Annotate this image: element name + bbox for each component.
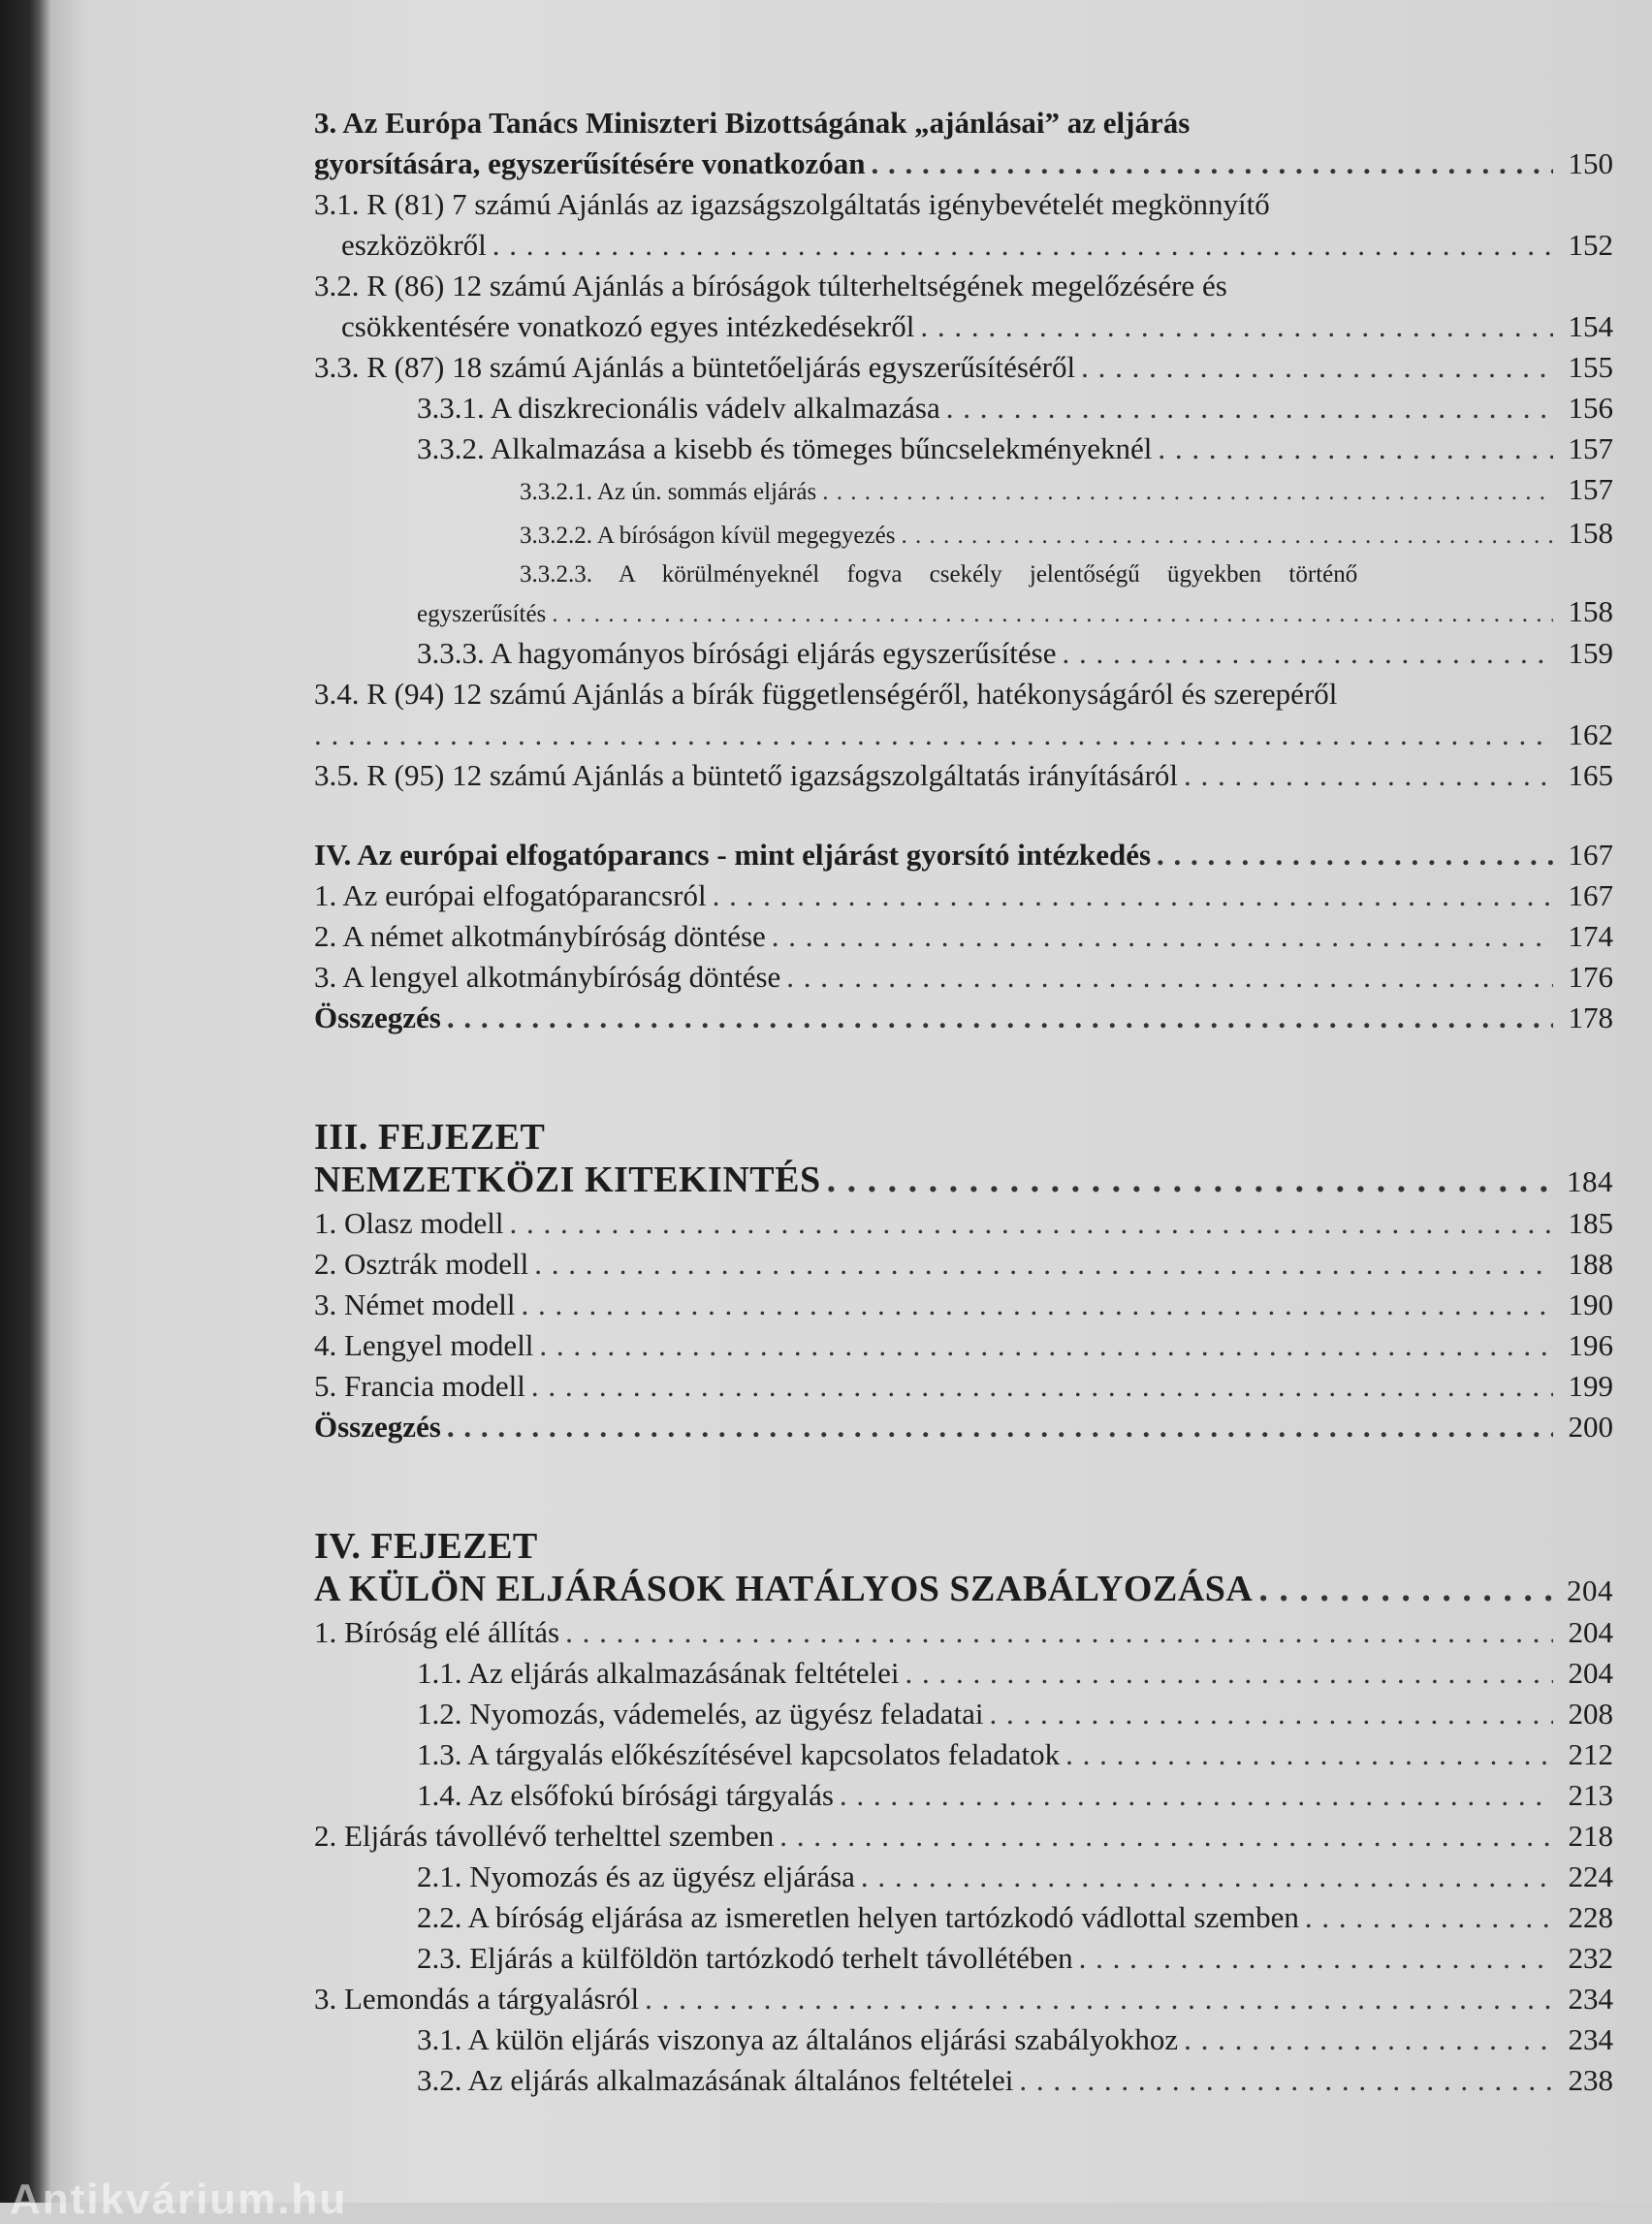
page-number: 178 bbox=[1568, 1001, 1613, 1034]
page-number: 162 bbox=[1568, 717, 1613, 751]
leader-dots bbox=[905, 1653, 1553, 1694]
toc-entry bbox=[314, 957, 1613, 998]
leader-dots bbox=[1305, 1897, 1553, 1938]
toc-entry bbox=[314, 1612, 1613, 1653]
toc-entry-label: 3.3.2.2. A bíróságon kívül megegyezés bbox=[520, 523, 896, 549]
toc-entry-label: 3.3.2.1. Az ún. sommás eljárás bbox=[520, 479, 817, 505]
page-number: 238 bbox=[1568, 2063, 1613, 2097]
toc-entry bbox=[314, 1694, 1613, 1734]
toc-entry-label: 3.2. R (86) 12 számú Ajánlás a bíróságok túlterheltségének megelőzésére és bbox=[314, 269, 1227, 302]
page-number: 199 bbox=[1568, 1369, 1613, 1403]
toc-entry-label: 3.2. Az eljárás alkalmazásának általános feltételei bbox=[417, 2063, 1014, 2097]
toc-entry-label: NEMZETKÖZI KITEKINTÉS bbox=[314, 1160, 821, 1200]
toc-entry-label: 3.1. R (81) 7 számú Ajánlás az igazságszolgáltatás igénybevételét megkönnyítő bbox=[314, 187, 1270, 221]
toc-entry-label: 3.3. R (87) 18 számú Ajánlás a büntetőeljárás egyszerűsítéséről bbox=[314, 350, 1076, 384]
book-page bbox=[50, 0, 1652, 2203]
leader-dots bbox=[861, 1857, 1553, 1897]
toc-entry-label: IV. Az európai elfogatóparancs - mint eljárást gyorsító intézkedés bbox=[314, 838, 1152, 872]
toc-entry-label: 2. Eljárás távollévő terhelttel szemben bbox=[314, 1819, 775, 1853]
toc-entry-summary bbox=[314, 1407, 1613, 1447]
toc-entry bbox=[314, 1653, 1613, 1694]
watermark: Antikvárium.hu bbox=[10, 2176, 348, 2223]
toc-entry bbox=[314, 1979, 1613, 2019]
leader-dots bbox=[772, 916, 1553, 957]
page-number: 185 bbox=[1568, 1206, 1613, 1240]
toc-entry-label: 1.4. Az elsőfokú bírósági tárgyalás bbox=[417, 1778, 834, 1812]
toc-entry bbox=[314, 2019, 1613, 2060]
toc-entry bbox=[314, 1366, 1613, 1407]
toc-entry bbox=[314, 2060, 1613, 2101]
toc-entry-label: 4. Lengyel modell bbox=[314, 1328, 534, 1362]
leader-dots bbox=[447, 1407, 1553, 1447]
toc-entry bbox=[314, 1857, 1613, 1897]
page-number: 174 bbox=[1568, 919, 1613, 953]
toc-entry-label: 1.2. Nyomozás, vádemelés, az ügyész feladatai bbox=[417, 1697, 984, 1731]
toc-entry bbox=[314, 1775, 1613, 1816]
toc-entry-label: 2.2. A bíróság eljárása az ismeretlen helyen tartózkodó vádlottal szemben bbox=[417, 1900, 1299, 1934]
page-number: 155 bbox=[1568, 350, 1613, 384]
table-of-contents bbox=[314, 103, 1613, 2101]
leader-dots bbox=[1258, 1568, 1553, 1610]
toc-entry-label: 1. Bíróság elé állítás bbox=[314, 1615, 560, 1649]
leader-dots bbox=[1019, 2060, 1553, 2101]
toc-entry bbox=[314, 1938, 1613, 1979]
page-number: 188 bbox=[1568, 1247, 1613, 1281]
toc-entry bbox=[314, 1244, 1613, 1285]
page-number: 204 bbox=[1567, 1573, 1613, 1607]
toc-entry bbox=[314, 1897, 1613, 1938]
leader-dots bbox=[1158, 429, 1553, 469]
leader-dots bbox=[1079, 1938, 1553, 1979]
page-number: 176 bbox=[1568, 960, 1613, 994]
toc-entry-label: 3. Lemondás a tárgyalásról bbox=[314, 1982, 640, 2016]
toc-entry-label: 3. Az Európa Tanács Miniszteri Bizottságának „ajánlásai” az eljárás bbox=[314, 106, 1191, 140]
page-number: 184 bbox=[1567, 1164, 1613, 1198]
toc-entry-label: 2.3. Eljárás a külföldön tartózkodó terhelt távollétében bbox=[417, 1941, 1073, 1975]
toc-entry-label: 5. Francia modell bbox=[314, 1369, 525, 1403]
toc-entry bbox=[314, 1285, 1613, 1325]
leader-dots bbox=[872, 143, 1553, 184]
chapter-title bbox=[314, 1159, 1613, 1203]
page-number: 150 bbox=[1568, 146, 1613, 180]
toc-entry-label: 3.3.1. A diszkrecionális vádelv alkalmazása bbox=[417, 391, 940, 425]
leader-dots bbox=[1184, 2019, 1553, 2060]
toc-entry-label: 3. Német modell bbox=[314, 1287, 516, 1321]
toc-entry bbox=[314, 347, 1613, 388]
toc-entry-label: 3.3.2. Alkalmazása a kisebb és tömeges bűncselekményeknél bbox=[417, 431, 1153, 465]
toc-entry bbox=[314, 755, 1613, 796]
leader-dots bbox=[920, 306, 1553, 347]
page-number: 200 bbox=[1568, 1410, 1613, 1444]
leader-dots bbox=[713, 875, 1553, 916]
leader-dots bbox=[1184, 755, 1553, 796]
toc-entry bbox=[314, 469, 1613, 513]
page-number: 190 bbox=[1568, 1287, 1613, 1321]
toc-entry-label: Összegzés bbox=[314, 1001, 441, 1034]
leader-dots bbox=[840, 1775, 1553, 1816]
leader-dots bbox=[539, 1325, 1553, 1366]
page-number: 157 bbox=[1568, 431, 1613, 465]
toc-entry bbox=[314, 633, 1613, 674]
toc-entry bbox=[314, 266, 1613, 347]
leader-dots bbox=[822, 472, 1553, 513]
toc-entry-label: gyorsítására, egyszerűsítésére vonatkozóan bbox=[314, 146, 866, 180]
leader-dots bbox=[509, 1203, 1553, 1244]
toc-entry-label: 3.4. R (94) 12 számú Ajánlás a bírák függetlenségéről, hatékonyságáról és szerepéről bbox=[314, 677, 1338, 711]
page-number: 234 bbox=[1568, 2022, 1613, 2056]
leader-dots bbox=[521, 1285, 1553, 1325]
toc-entry-label: 3. A lengyel alkotmánybíróság döntése bbox=[314, 960, 781, 994]
leader-dots bbox=[786, 957, 1553, 998]
leader-dots bbox=[946, 388, 1553, 429]
toc-entry bbox=[314, 1734, 1613, 1775]
page-number: 165 bbox=[1568, 758, 1613, 792]
book-binding bbox=[0, 0, 50, 2203]
leader-dots bbox=[565, 1612, 1553, 1653]
page-number: 196 bbox=[1568, 1328, 1613, 1362]
leader-dots bbox=[552, 596, 1553, 633]
toc-entry-label: 3.5. R (95) 12 számú Ajánlás a büntető igazságszolgáltatás irányításáról bbox=[314, 758, 1179, 792]
page-number: 156 bbox=[1568, 391, 1613, 425]
page-number: 228 bbox=[1568, 1900, 1613, 1934]
page-number: 158 bbox=[1568, 516, 1613, 550]
toc-entry bbox=[314, 1816, 1613, 1857]
toc-entry-label: A KÜLÖN ELJÁRÁSOK HATÁLYOS SZABÁLYOZÁSA bbox=[314, 1569, 1254, 1609]
toc-entry-label: 1. Olasz modell bbox=[314, 1206, 504, 1240]
page-number: 154 bbox=[1568, 309, 1613, 343]
leader-dots bbox=[1062, 633, 1553, 674]
toc-entry bbox=[314, 674, 1613, 755]
toc-entry bbox=[314, 513, 1613, 556]
leader-dots bbox=[1157, 835, 1553, 875]
page-number: 213 bbox=[1568, 1778, 1613, 1812]
page-number: 224 bbox=[1568, 1859, 1613, 1893]
page-number: 158 bbox=[1568, 594, 1613, 628]
leader-dots bbox=[492, 225, 1553, 266]
toc-entry-label: 2. Osztrák modell bbox=[314, 1247, 529, 1281]
page-number: 234 bbox=[1568, 1982, 1613, 2016]
page-number: 157 bbox=[1568, 472, 1613, 506]
toc-entry-label: egyszerűsítés bbox=[417, 601, 547, 627]
page-number: 212 bbox=[1568, 1737, 1613, 1771]
toc-entry-summary bbox=[314, 998, 1613, 1038]
toc-entry bbox=[314, 429, 1613, 469]
toc-section-title bbox=[314, 835, 1613, 875]
toc-entry bbox=[314, 184, 1613, 266]
page-number: 232 bbox=[1568, 1941, 1613, 1975]
toc-entry-label: 2.1. Nyomozás és az ügyész eljárása bbox=[417, 1859, 855, 1893]
leader-dots bbox=[645, 1979, 1553, 2019]
leader-dots bbox=[531, 1366, 1553, 1407]
toc-entry-label: 1.3. A tárgyalás előkészítésével kapcsolatos feladatok bbox=[417, 1737, 1061, 1771]
toc-entry-label: csökkentésére vonatkozó egyes intézkedésekről bbox=[341, 309, 915, 343]
leader-dots bbox=[1081, 347, 1553, 388]
leader-dots bbox=[901, 516, 1553, 556]
page-number: 218 bbox=[1568, 1819, 1613, 1853]
toc-entry-label: eszközökről bbox=[341, 228, 487, 262]
toc-entry-label: 3.3.2.3. A körülményeknél fogva csekély jelentőségű ügyekben történő bbox=[520, 561, 1358, 588]
page-number: 167 bbox=[1568, 838, 1613, 872]
chapter-heading: IV. FEJEZET bbox=[314, 1526, 538, 1567]
toc-entry bbox=[314, 875, 1613, 916]
chapter-heading: III. FEJEZET bbox=[314, 1117, 546, 1158]
page-number: 159 bbox=[1568, 636, 1613, 670]
page-number: 152 bbox=[1568, 228, 1613, 262]
leader-dots bbox=[827, 1159, 1553, 1201]
toc-entry-label: Összegzés bbox=[314, 1410, 441, 1444]
page-number: 208 bbox=[1568, 1697, 1613, 1731]
toc-entry-label: 3.3.3. A hagyományos bírósági eljárás egyszerűsítése bbox=[417, 636, 1057, 670]
toc-entry-label: 1. Az európai elfogatóparancsról bbox=[314, 878, 707, 912]
leader-dots bbox=[779, 1816, 1553, 1857]
page-number: 167 bbox=[1568, 878, 1613, 912]
toc-entry bbox=[314, 556, 1613, 633]
toc-entry bbox=[314, 916, 1613, 957]
toc-entry-label: 2. A német alkotmánybíróság döntése bbox=[314, 919, 766, 953]
leader-dots bbox=[447, 998, 1553, 1038]
toc-entry bbox=[314, 1203, 1613, 1244]
toc-entry-label: 1.1. Az eljárás alkalmazásának feltételei bbox=[417, 1656, 900, 1690]
toc-entry bbox=[314, 103, 1613, 184]
page-number: 204 bbox=[1568, 1656, 1613, 1690]
chapter-title bbox=[314, 1568, 1613, 1612]
toc-entry bbox=[314, 1325, 1613, 1366]
toc-entry-label: 3.1. A külön eljárás viszonya az általános eljárási szabályokhoz bbox=[417, 2022, 1179, 2056]
toc-entry bbox=[314, 388, 1613, 429]
page-number: 204 bbox=[1568, 1615, 1613, 1649]
leader-dots bbox=[989, 1694, 1553, 1734]
leader-dots bbox=[314, 715, 1553, 755]
leader-dots bbox=[1065, 1734, 1553, 1775]
leader-dots bbox=[534, 1244, 1553, 1285]
